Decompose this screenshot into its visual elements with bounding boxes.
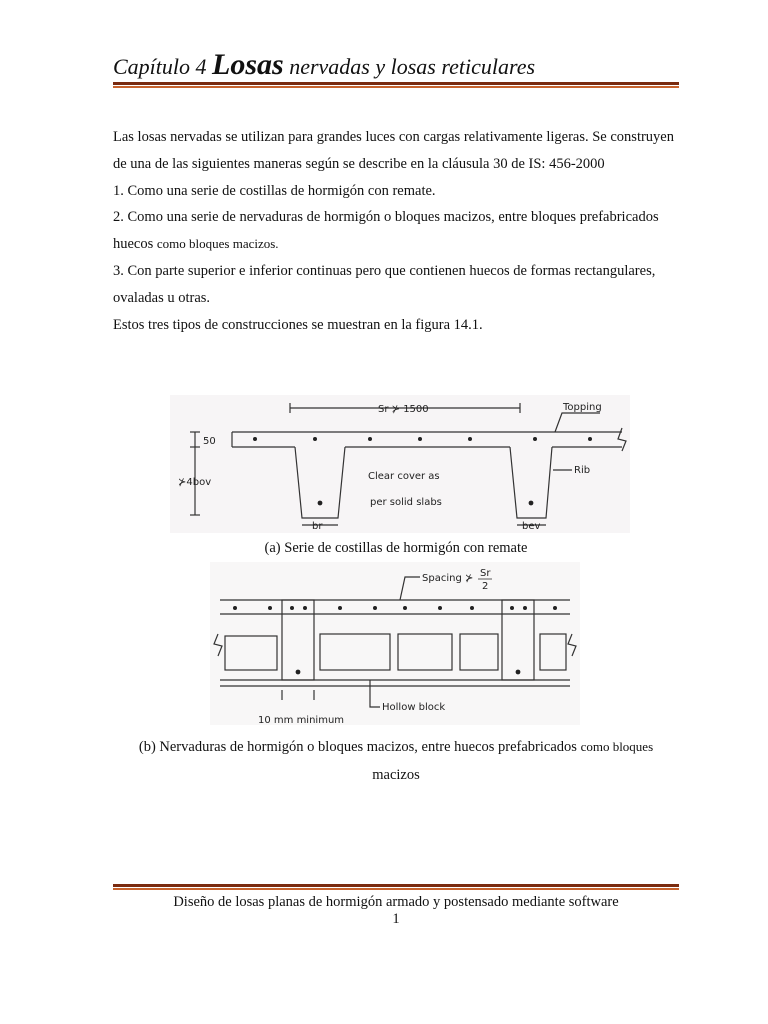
figure-b-hollow-block-slab <box>210 562 580 725</box>
dim-br-label: br <box>312 521 323 532</box>
caption-a: (a) Serie de costillas de hormigón con remate <box>264 540 528 556</box>
dim-sr-label: Sr ⊁ 1500 <box>378 404 429 415</box>
dim-bev-label: bev <box>522 521 541 532</box>
list-item-2 <box>113 204 679 258</box>
figure-b-drawing <box>210 562 580 725</box>
spacing-label: Spacing ⊁ <box>422 573 474 584</box>
list-item-2-main: 2. Como una serie de nervaduras de hormigón o bloques macizos, entre bloques prefabricados huecos <box>113 209 659 253</box>
caption-b-small: como bloques <box>580 739 654 754</box>
cover-label-1: Clear cover as <box>368 471 440 482</box>
hollow-block-label: Hollow block <box>382 702 446 713</box>
header-rule <box>113 82 679 88</box>
chapter-suffix: nervadas y losas reticulares <box>283 54 536 79</box>
page-footer <box>113 894 679 928</box>
page-header <box>113 48 679 84</box>
footer-rule <box>113 884 679 890</box>
figure-reference: Estos tres tipos de construcciones se muestran en la figura 14.1. <box>113 316 483 333</box>
chapter-prefix: Capítulo 4 <box>113 54 213 79</box>
list-item-3: 3. Con parte superior e inferior continuas pero que contienen huecos de formas rectangulares, ovaladas u otras. <box>113 262 656 306</box>
chapter-bold-word: Losas <box>212 48 284 81</box>
spacing-fraction-bottom: 2 <box>482 581 489 592</box>
figure-a-ribbed-slab <box>170 395 630 533</box>
list-item-1: 1. Como una serie de costillas de hormigón con remate. <box>113 182 436 199</box>
dim-4b-label: ⊁4bov <box>178 477 212 488</box>
body-text <box>113 124 679 338</box>
rib-label: Rib <box>574 465 591 476</box>
caption-b <box>113 733 679 789</box>
min-spacing-label: 10 mm minimum <box>258 715 345 725</box>
cover-label-2: per solid slabs <box>370 497 442 508</box>
list-item-2-small: como bloques macizos. <box>156 236 279 252</box>
topping-label: Topping <box>563 402 602 413</box>
spacing-fraction-top: Sr <box>480 568 491 579</box>
footer-title: Diseño de losas planas de hormigón armado y postensado mediante software <box>173 894 619 910</box>
chapter-title <box>113 48 679 84</box>
intro-paragraph: Las losas nervadas se utilizan para grandes luces con cargas relativamente ligeras. Se construyen de una de las siguientes maneras según se describe en la cláusula 30 de IS: 456-2000 <box>113 129 674 172</box>
caption-b-last: macizos <box>372 767 420 783</box>
dim-50-label: 50 <box>203 436 216 447</box>
page-number: 1 <box>392 911 400 927</box>
caption-b-main: (b) Nervaduras de hormigón o bloques macizos, entre huecos prefabricados <box>138 739 581 755</box>
figure-a-drawing <box>170 395 630 533</box>
